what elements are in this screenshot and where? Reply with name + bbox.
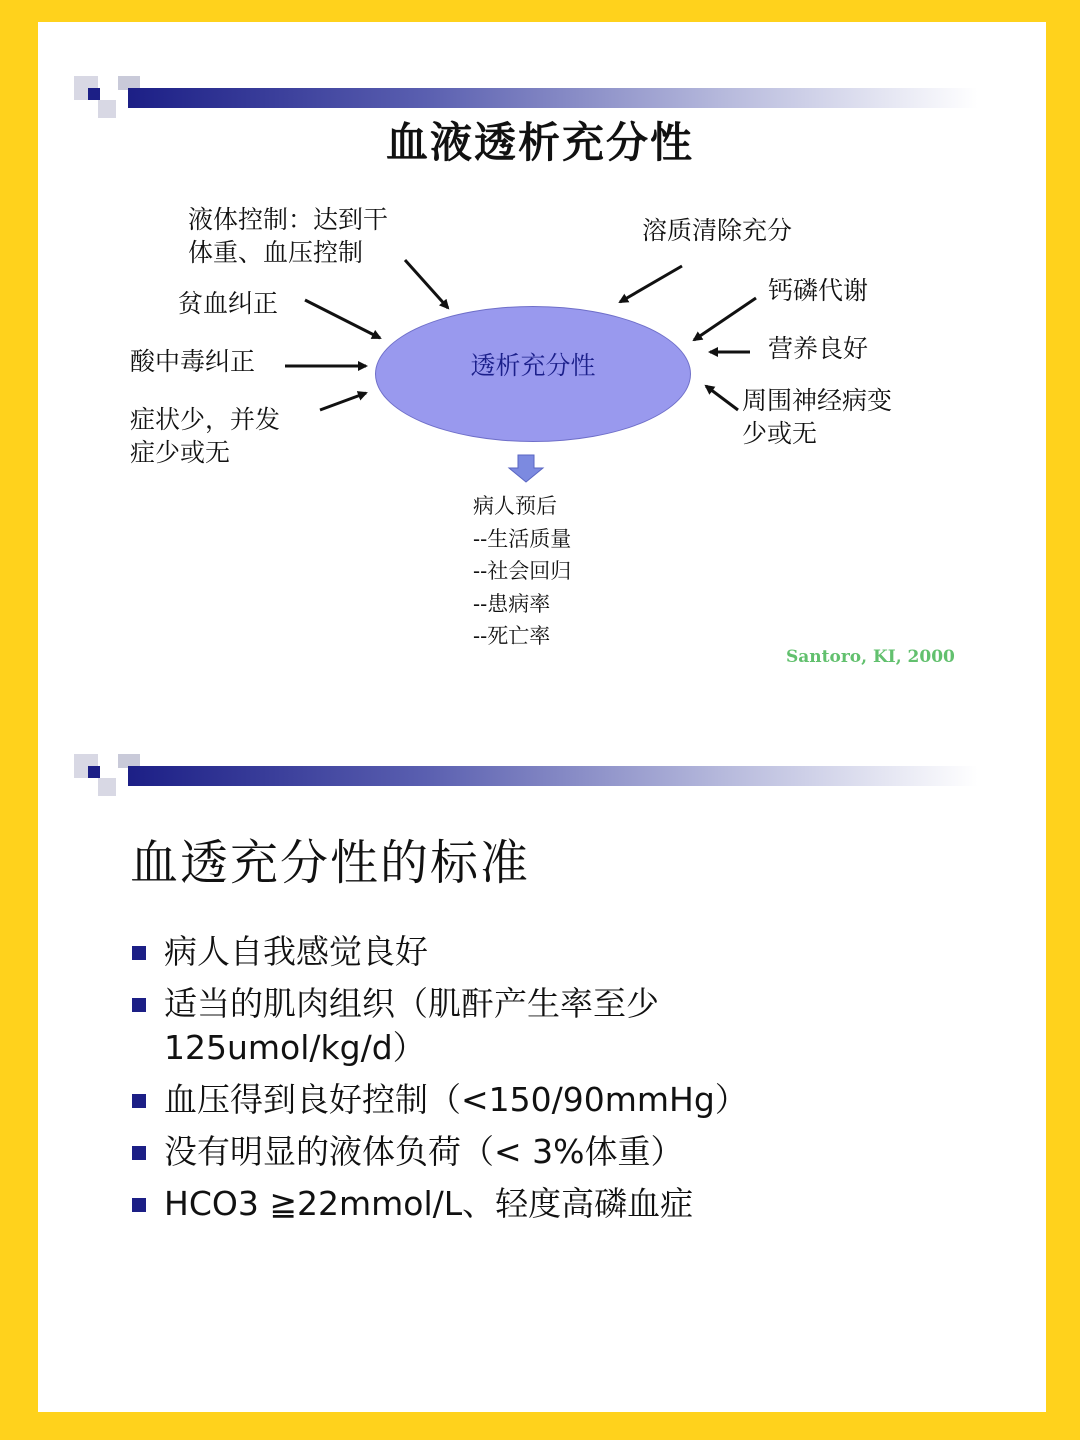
citation: Santoro, KI, 2000 [786,647,955,667]
outcome-item: --死亡率 [473,624,551,648]
bullet-square-icon [132,1094,146,1108]
slide2-title: 血透充分性的标准 [130,835,531,891]
bullet-square-icon [132,1198,146,1212]
outcome-item: --社会回归 [473,559,572,583]
criteria-item: 适当的肌肉组织（肌酐产生率至少 125umol/kg/d） [130,982,1030,1070]
label-anemia: 贫血纠正 [178,289,279,318]
outcome-item: 病人预后 [473,494,557,518]
label-calcium-phosphate: 钙磷代谢 [768,276,869,305]
criteria-item: 没有明显的液体负荷（< 3%体重） [130,1130,1030,1174]
arrow-fluid [405,260,448,308]
outcome-item: --生活质量 [473,526,572,551]
label-fluid-control: 液体控制：达到干 体重、血压控制 [188,205,389,267]
outcome-item: --患病率 [473,591,551,616]
slide1-title: 血液透析充分性 [385,118,694,167]
label-neuropathy: 周围神经病变 少或无 [742,386,893,448]
criteria-item: 病人自我感觉良好 [130,930,1030,974]
arrow-neuropathy [706,386,738,410]
criteria-list [130,930,1030,1234]
criteria-item: HCO3 ≧22mmol/L、轻度高磷血症 [130,1182,1030,1226]
label-acidosis: 酸中毒纠正 [130,347,256,376]
criteria-item: 血压得到良好控制（<150/90mmHg） [130,1078,1030,1122]
bullet-square-icon [132,1146,146,1160]
center-label: 透析充分性 [470,351,596,380]
patient-outcome-list [473,490,571,653]
arrow-symptoms [320,393,366,410]
label-nutrition: 营养良好 [768,334,869,363]
bullet-square-icon [132,946,146,960]
arrow-calcium [694,298,756,340]
label-solute-clearance: 溶质清除充分 [642,216,793,245]
label-symptoms: 症状少，并发 症少或无 [130,405,281,467]
bullet-square-icon [132,998,146,1012]
arrow-solute [620,266,682,302]
down-arrow [509,455,543,482]
arrow-anemia [305,300,380,338]
